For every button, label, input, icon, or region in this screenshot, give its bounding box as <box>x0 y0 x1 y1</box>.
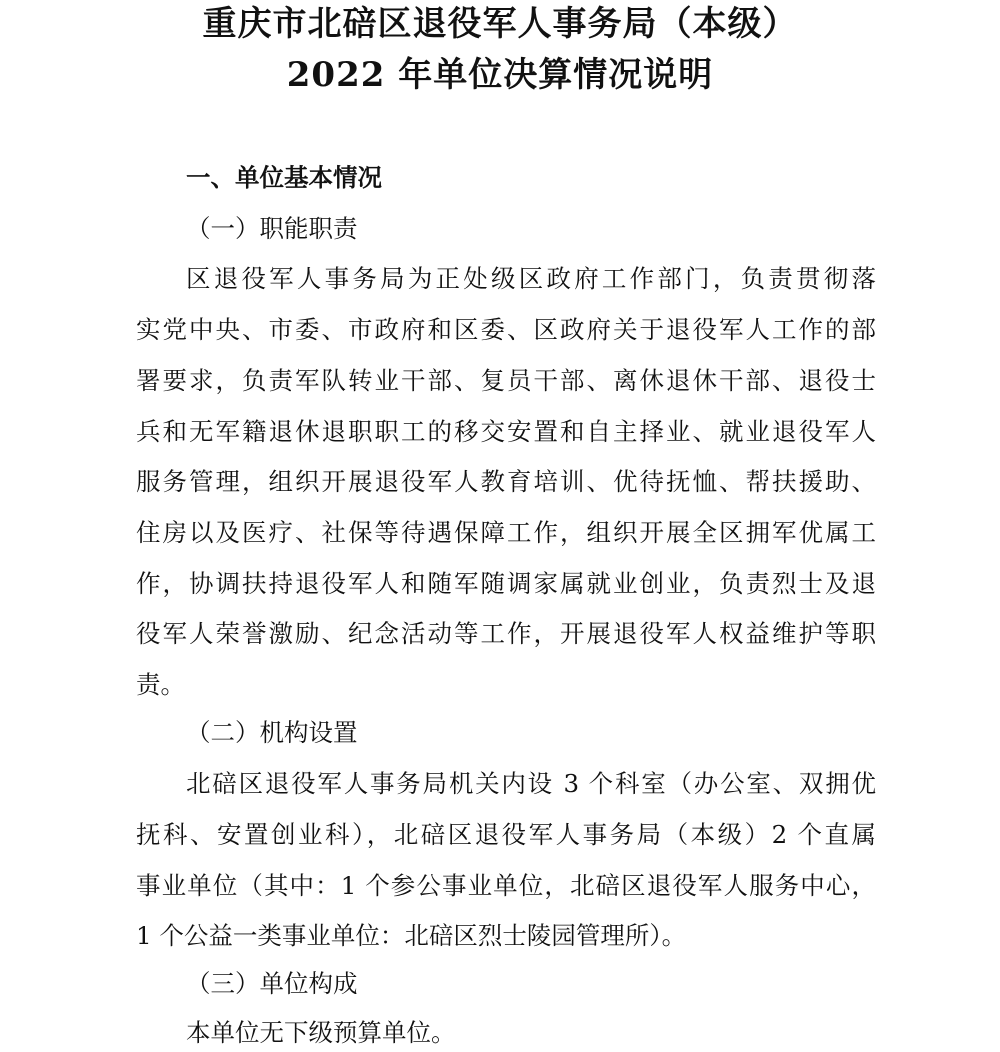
paragraph-line: 抚科、安置创业科），北碚区退役军人事务局（本级）2 个直属 <box>136 820 876 849</box>
paragraph-line: 责。 <box>136 670 185 699</box>
subsection-heading-functions: （一）职能职责 <box>186 214 358 243</box>
paragraph-line: 署要求，负责军队转业干部、复员干部、离休退休干部、退役士 <box>136 366 876 395</box>
document-title-line-1: 重庆市北碚区退役军人事务局（本级） <box>202 4 798 44</box>
paragraph-line: 作，协调扶持退役军人和随军随调家属就业创业，负责烈士及退 <box>136 569 876 598</box>
paragraph-line: 1 个公益一类事业单位：北碚区烈士陵园管理所）。 <box>136 921 687 950</box>
paragraph-line: 实党中央、市委、市政府和区委、区政府关于退役军人工作的部 <box>136 315 876 344</box>
paragraph-line: 北碚区退役军人事务局机关内设 3 个科室（办公室、双拥优 <box>186 769 876 798</box>
paragraph-line: 役军人荣誉激励、纪念活动等工作，开展退役军人权益维护等职 <box>136 619 876 648</box>
paragraph-line: 兵和无军籍退休退职职工的移交安置和自主择业、就业退役军人 <box>136 417 876 446</box>
subsection-heading-composition: （三）单位构成 <box>186 969 358 998</box>
document-title-line-2: 2022 年单位决算情况说明 <box>286 55 714 95</box>
section-heading-basic-info: 一、单位基本情况 <box>186 163 382 192</box>
paragraph-line: 事业单位（其中：1 个参公事业单位，北碚区退役军人服务中心， <box>136 871 876 900</box>
paragraph-line: 服务管理，组织开展退役军人教育培训、优待抚恤、帮扶援助、 <box>136 467 876 496</box>
paragraph-line: 住房以及医疗、社保等待遇保障工作，组织开展全区拥军优属工 <box>136 518 876 547</box>
paragraph-composition: 本单位无下级预算单位。 <box>186 1018 456 1047</box>
subsection-heading-organization: （二）机构设置 <box>186 718 358 747</box>
paragraph-line: 区退役军人事务局为正处级区政府工作部门，负责贯彻落 <box>186 264 876 293</box>
